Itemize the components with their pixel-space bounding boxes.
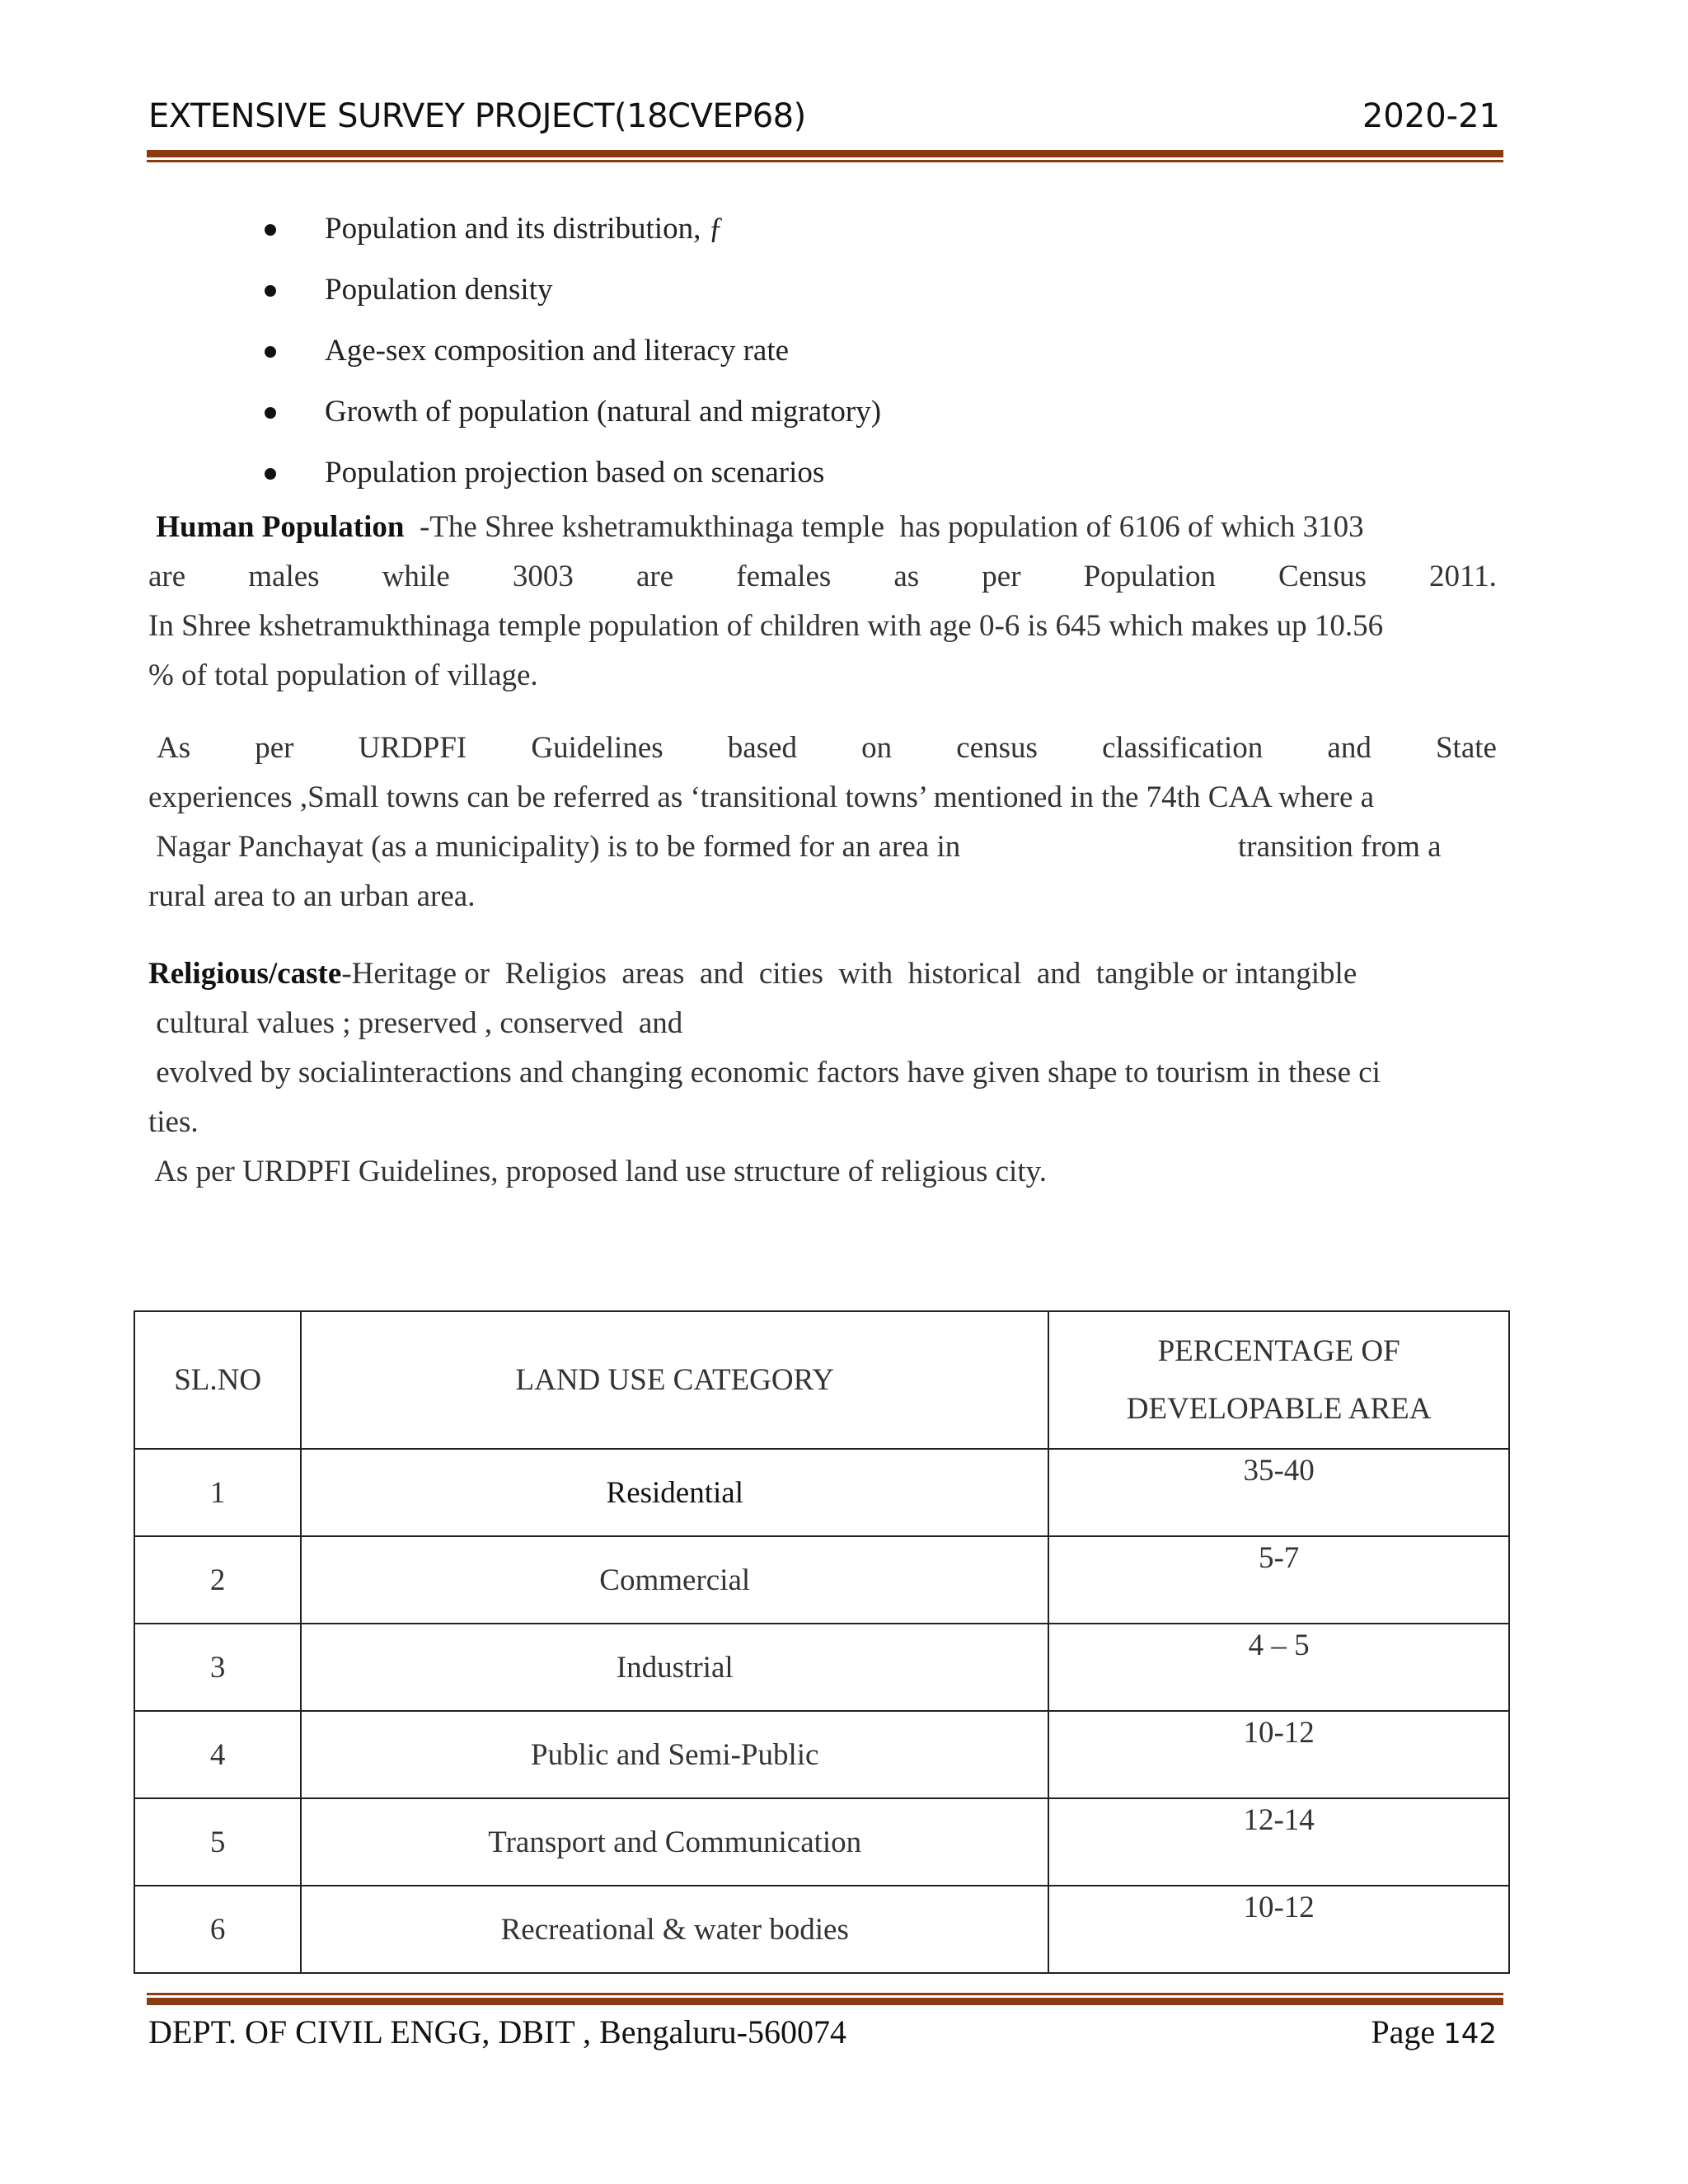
word: URDPFI: [358, 731, 467, 765]
cell-slno: 4: [134, 1711, 301, 1798]
bullet-icon: [265, 285, 276, 297]
document-page: EXTENSIVE SURVEY PROJECT(18CVEP68) 2020-21 Population and its distribution, ƒ Population density Age-sex composition and literacy rate Growth of population (natural and migratory) Population projection based on scenarios Human Population -The Shree kshetramukthinaga temple has population of 6106 of which 3103 are males while 3003 are females as per Population Census 2011. In Shree kshetramukthinaga temple population of children with age 0-6 is 645 which makes up 10.56 % of total population of village. As per URDPFI Guidelines based on census classification and State experiences ,Small towns can be referred as ‘transitional towns’ mentioned in the 74th CAA where a Nagar Panchayat (as a municipality) is to be formed for an area in transition from a rural area to an urban area. Religious/caste-Heritage or Religios areas and cities with historical and tangible or intangible cultural values ; preserved , conserved and evolved by socialinteractions and changing economic factors have given shape to tourism in these ci ties. As per URDPFI Guidelines, proposed land use structure of religious city. SL.NO LAND USE CATEGORY PERCENTAGE OF DEVELOPABLE AREA 1 Residential 35-40 2 Commercial 5-7 3 Industrial 4 – 5 4 Public and Semi-Public 10-12 5 Transport and Communication 12-14 6 Recreational & water bodies 10-12 DEPT. OF CIVIL ENGG, DBIT , Bengaluru-560074 Page 142: [0, 0, 1688, 2184]
human-population-paragraph: [148, 503, 1497, 701]
paragraph-line: Human Population -The Shree kshetramukthinaga temple has population of 6106 of which 3103: [156, 510, 1364, 544]
word: per: [255, 731, 294, 765]
bullet-icon: [265, 468, 276, 480]
paragraph-line: experiences ,Small towns can be referred as ‘transitional towns’ mentioned in the 74th CAA where a: [148, 780, 1375, 814]
table-row: [134, 1711, 1509, 1798]
footer-rule: [147, 1993, 1503, 2005]
cell-category: Recreational & water bodies: [301, 1886, 1048, 1973]
word: are: [636, 560, 674, 593]
header-rule: [147, 150, 1503, 162]
table-row: [134, 1449, 1509, 1536]
cell-slno: 2: [134, 1536, 301, 1624]
word: classification: [1102, 731, 1264, 765]
paragraph-line: In Shree kshetramukthinaga temple population of children with age 0-6 is 645 which makes up 10.56: [148, 609, 1384, 643]
paragraph-line: evolved by socialinteractions and changing economic factors have given shape to tourism in these ci: [148, 1056, 1381, 1090]
word: Population: [1083, 560, 1216, 593]
cell-category: Commercial: [301, 1536, 1048, 1624]
cell-category: Public and Semi-Public: [301, 1711, 1048, 1798]
footer-department: DEPT. OF CIVIL ENGG, DBIT , Bengaluru-560074: [148, 2013, 846, 2050]
word: State: [1435, 731, 1497, 765]
word: as: [893, 560, 920, 593]
word: per: [982, 560, 1021, 593]
word: while: [382, 560, 450, 593]
land-use-table: [134, 1310, 1510, 1974]
paragraph-line: ties.: [148, 1105, 199, 1139]
cell-slno: 3: [134, 1624, 301, 1711]
cell-slno: 6: [134, 1886, 301, 1973]
table-row: [134, 1798, 1509, 1886]
cell-percentage: 12-14: [1048, 1798, 1509, 1886]
word: based: [727, 731, 798, 765]
table-row: [134, 1886, 1509, 1973]
paragraph-line: % of total population of village.: [148, 658, 538, 692]
word: Census: [1278, 560, 1367, 593]
word: and: [1327, 731, 1372, 765]
word: males: [248, 560, 320, 593]
word: census: [956, 731, 1038, 765]
religious-paragraph: [148, 949, 1497, 1197]
word: 2011.: [1429, 560, 1497, 593]
cell-percentage: 35-40: [1048, 1449, 1509, 1536]
header-category: LAND USE CATEGORY: [301, 1311, 1048, 1449]
footer-page-number: Page 142: [1371, 2013, 1497, 2050]
bullet-icon: [265, 346, 276, 358]
bullet-icon: [265, 224, 276, 236]
paragraph-line: cultural values ; preserved , conserved and: [148, 1006, 683, 1040]
urdpfi-paragraph: [148, 724, 1497, 921]
header-slno: SL.NO: [134, 1311, 301, 1449]
cell-percentage: 4 – 5: [1048, 1624, 1509, 1711]
cell-category: Residential: [301, 1449, 1048, 1536]
cell-category: Transport and Communication: [301, 1798, 1048, 1886]
page-header: [148, 97, 1500, 147]
human-population-label: Human Population: [156, 510, 405, 544]
cell-category: Industrial: [301, 1624, 1048, 1711]
word: As: [157, 731, 191, 765]
paragraph-line: As per URDPFI Guidelines, proposed land use structure of religious city.: [148, 1155, 1047, 1188]
word: are: [148, 560, 186, 593]
paragraph-line: Religious/caste-Heritage or Religios areas and cities with historical and tangible or intangible: [148, 957, 1357, 991]
table-row: [134, 1624, 1509, 1711]
cell-percentage: 10-12: [1048, 1711, 1509, 1798]
word: Guidelines: [531, 731, 663, 765]
cell-slno: 5: [134, 1798, 301, 1886]
paragraph-line: Nagar Panchayat (as a municipality) is to be formed for an area in transition from a: [148, 830, 1442, 864]
cell-percentage: 5-7: [1048, 1536, 1509, 1624]
header-year: 2020-21: [1362, 97, 1500, 135]
paragraph-line-justified: [148, 724, 1497, 773]
table-row: [134, 1536, 1509, 1624]
paragraph-line-justified: [148, 552, 1497, 602]
word: females: [736, 560, 832, 593]
header-title: EXTENSIVE SURVEY PROJECT(18CVEP68): [148, 97, 806, 135]
word: 3003: [512, 560, 574, 593]
paragraph-line: rural area to an urban area.: [148, 879, 476, 913]
header-percentage: PERCENTAGE OF DEVELOPABLE AREA: [1048, 1311, 1509, 1449]
cell-percentage: 10-12: [1048, 1886, 1509, 1973]
word: on: [861, 731, 893, 765]
bullet-icon: [265, 407, 276, 419]
table-header-row: [134, 1311, 1509, 1449]
cell-slno: 1: [134, 1449, 301, 1536]
religious-label: Religious/caste: [148, 957, 342, 991]
